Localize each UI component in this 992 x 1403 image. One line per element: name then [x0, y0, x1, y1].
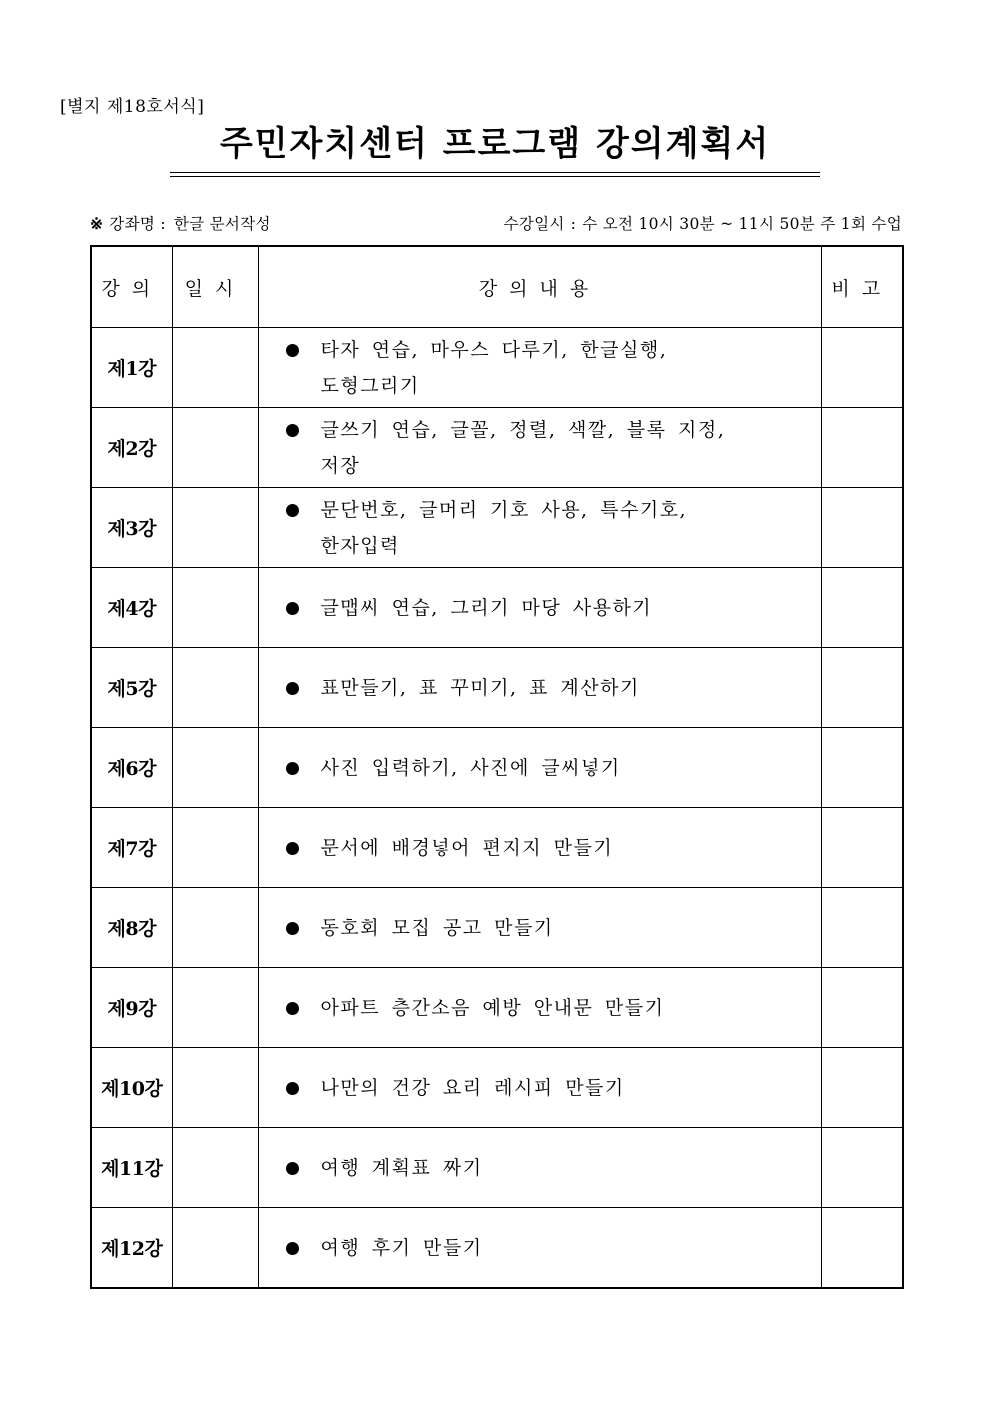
course-name: 한글 문서작성	[173, 215, 271, 233]
lecture-content-line: 타자 연습, 마우스 다루기, 한글실행,	[320, 338, 668, 361]
lecture-date-cell	[172, 1208, 258, 1289]
lecture-number: 제3강	[91, 488, 172, 568]
note-cell	[821, 488, 903, 568]
lecture-content-cell	[258, 1208, 821, 1289]
lecture-content-cell	[258, 968, 821, 1048]
lecture-content-cell	[258, 888, 821, 968]
lecture-content	[259, 910, 821, 946]
lecture-number: 제10강	[91, 1048, 172, 1128]
lecture-content-line: 문서에 배경넣어 편지지 만들기	[320, 836, 614, 859]
note-cell	[821, 328, 903, 408]
lecture-content	[259, 412, 821, 484]
header-note: 비고	[821, 246, 903, 328]
header-content: 강의내용	[258, 246, 821, 328]
table-row	[91, 808, 903, 888]
lecture-number: 제4강	[91, 568, 172, 648]
lecture-content-line: 여행 후기 만들기	[320, 1236, 483, 1259]
lecture-content	[259, 990, 821, 1026]
lecture-content-cell	[258, 728, 821, 808]
course-info	[90, 212, 902, 234]
title-underline-second	[170, 176, 820, 177]
schedule-value: 수 오전 10시 30분 ~ 11시 50분 주 1회 수업	[582, 215, 902, 233]
lecture-number: 제11강	[91, 1128, 172, 1208]
lecture-content-cell	[258, 808, 821, 888]
lecture-content	[259, 750, 821, 786]
title-underline	[170, 172, 820, 173]
lecture-date-cell	[172, 648, 258, 728]
lecture-content	[259, 1230, 821, 1266]
lecture-content-line: 여행 계획표 짜기	[320, 1156, 483, 1179]
lecture-number: 제7강	[91, 808, 172, 888]
lecture-content-cell	[258, 408, 821, 488]
lecture-content-line: 표만들기, 표 꾸미기, 표 계산하기	[320, 676, 640, 699]
table-row	[91, 488, 903, 568]
table-body	[91, 328, 903, 1289]
bullet-icon	[286, 1002, 299, 1015]
note-cell	[821, 1048, 903, 1128]
bullet-icon	[286, 922, 299, 935]
bullet-icon	[286, 762, 299, 775]
lecture-date-cell	[172, 888, 258, 968]
lecture-content	[259, 1070, 821, 1106]
title-block	[170, 120, 820, 177]
table-row	[91, 1048, 903, 1128]
lecture-date-cell	[172, 1128, 258, 1208]
note-cell	[821, 568, 903, 648]
lecture-content-cell	[258, 568, 821, 648]
lecture-date-cell	[172, 728, 258, 808]
header-date: 일시	[172, 246, 258, 328]
note-cell	[821, 1208, 903, 1289]
lecture-content-line: 글맵씨 연습, 그리기 마당 사용하기	[320, 596, 653, 619]
note-cell	[821, 728, 903, 808]
lecture-content-line: 저장	[320, 454, 361, 477]
table-row	[91, 1128, 903, 1208]
lecture-content-cell	[258, 1128, 821, 1208]
lecture-number: 제2강	[91, 408, 172, 488]
course-name-block	[90, 212, 271, 234]
reference-mark: ※	[90, 214, 104, 233]
lecture-number: 제9강	[91, 968, 172, 1048]
lecture-content-cell	[258, 1048, 821, 1128]
course-name-label: 강좌명 :	[109, 215, 166, 233]
lecture-content-line: 나만의 건강 요리 레시피 만들기	[320, 1076, 625, 1099]
table-row	[91, 408, 903, 488]
table-row	[91, 1208, 903, 1289]
lecture-content-line: 동호회 모집 공고 만들기	[320, 916, 554, 939]
lecture-content	[259, 670, 821, 706]
lecture-content-line: 문단번호, 글머리 기호 사용, 특수기호,	[320, 498, 688, 521]
table-row	[91, 968, 903, 1048]
document-title: 주민자치센터 프로그램 강의계획서	[219, 124, 771, 164]
lecture-content-line: 글쓰기 연습, 글꼴, 정렬, 색깔, 블록 지정,	[320, 418, 726, 441]
lecture-content-line: 도형그리기	[320, 374, 420, 397]
bullet-icon	[286, 1242, 299, 1255]
bullet-icon	[286, 842, 299, 855]
lecture-date-cell	[172, 328, 258, 408]
note-cell	[821, 648, 903, 728]
lecture-number: 제5강	[91, 648, 172, 728]
lecture-content-cell	[258, 328, 821, 408]
table-row	[91, 648, 903, 728]
table-header-row	[91, 246, 903, 328]
lecture-date-cell	[172, 968, 258, 1048]
lecture-plan-table	[90, 245, 904, 1289]
lecture-number: 제8강	[91, 888, 172, 968]
bullet-icon	[286, 1082, 299, 1095]
lecture-content-line: 한자입력	[320, 534, 400, 557]
lecture-date-cell	[172, 1048, 258, 1128]
bullet-icon	[286, 424, 299, 437]
bullet-icon	[286, 682, 299, 695]
lecture-content-line: 사진 입력하기, 사진에 글씨넣기	[320, 756, 621, 779]
schedule-separator: :	[570, 215, 577, 233]
note-cell	[821, 1128, 903, 1208]
note-cell	[821, 968, 903, 1048]
lecture-number: 제6강	[91, 728, 172, 808]
lecture-number: 제12강	[91, 1208, 172, 1289]
note-cell	[821, 888, 903, 968]
bullet-icon	[286, 504, 299, 517]
lecture-content	[259, 590, 821, 626]
lecture-content-cell	[258, 488, 821, 568]
lecture-number: 제1강	[91, 328, 172, 408]
table-row	[91, 888, 903, 968]
lecture-content	[259, 492, 821, 564]
note-cell	[821, 408, 903, 488]
header-lecture: 강의	[91, 246, 172, 328]
bullet-icon	[286, 602, 299, 615]
note-cell	[821, 808, 903, 888]
lecture-date-cell	[172, 808, 258, 888]
form-number: [별지 제18호서식]	[60, 97, 205, 117]
lecture-content	[259, 830, 821, 866]
bullet-icon	[286, 1162, 299, 1175]
lecture-content	[259, 332, 821, 404]
lecture-content	[259, 1150, 821, 1186]
lecture-date-cell	[172, 408, 258, 488]
table-row	[91, 328, 903, 408]
table-row	[91, 568, 903, 648]
schedule-label: 수강일시	[503, 215, 565, 233]
lecture-date-cell	[172, 488, 258, 568]
bullet-icon	[286, 344, 299, 357]
lecture-content-cell	[258, 648, 821, 728]
lecture-date-cell	[172, 568, 258, 648]
table-row	[91, 728, 903, 808]
schedule-block	[504, 212, 902, 234]
lecture-content-line: 아파트 층간소음 예방 안내문 만들기	[320, 996, 665, 1019]
